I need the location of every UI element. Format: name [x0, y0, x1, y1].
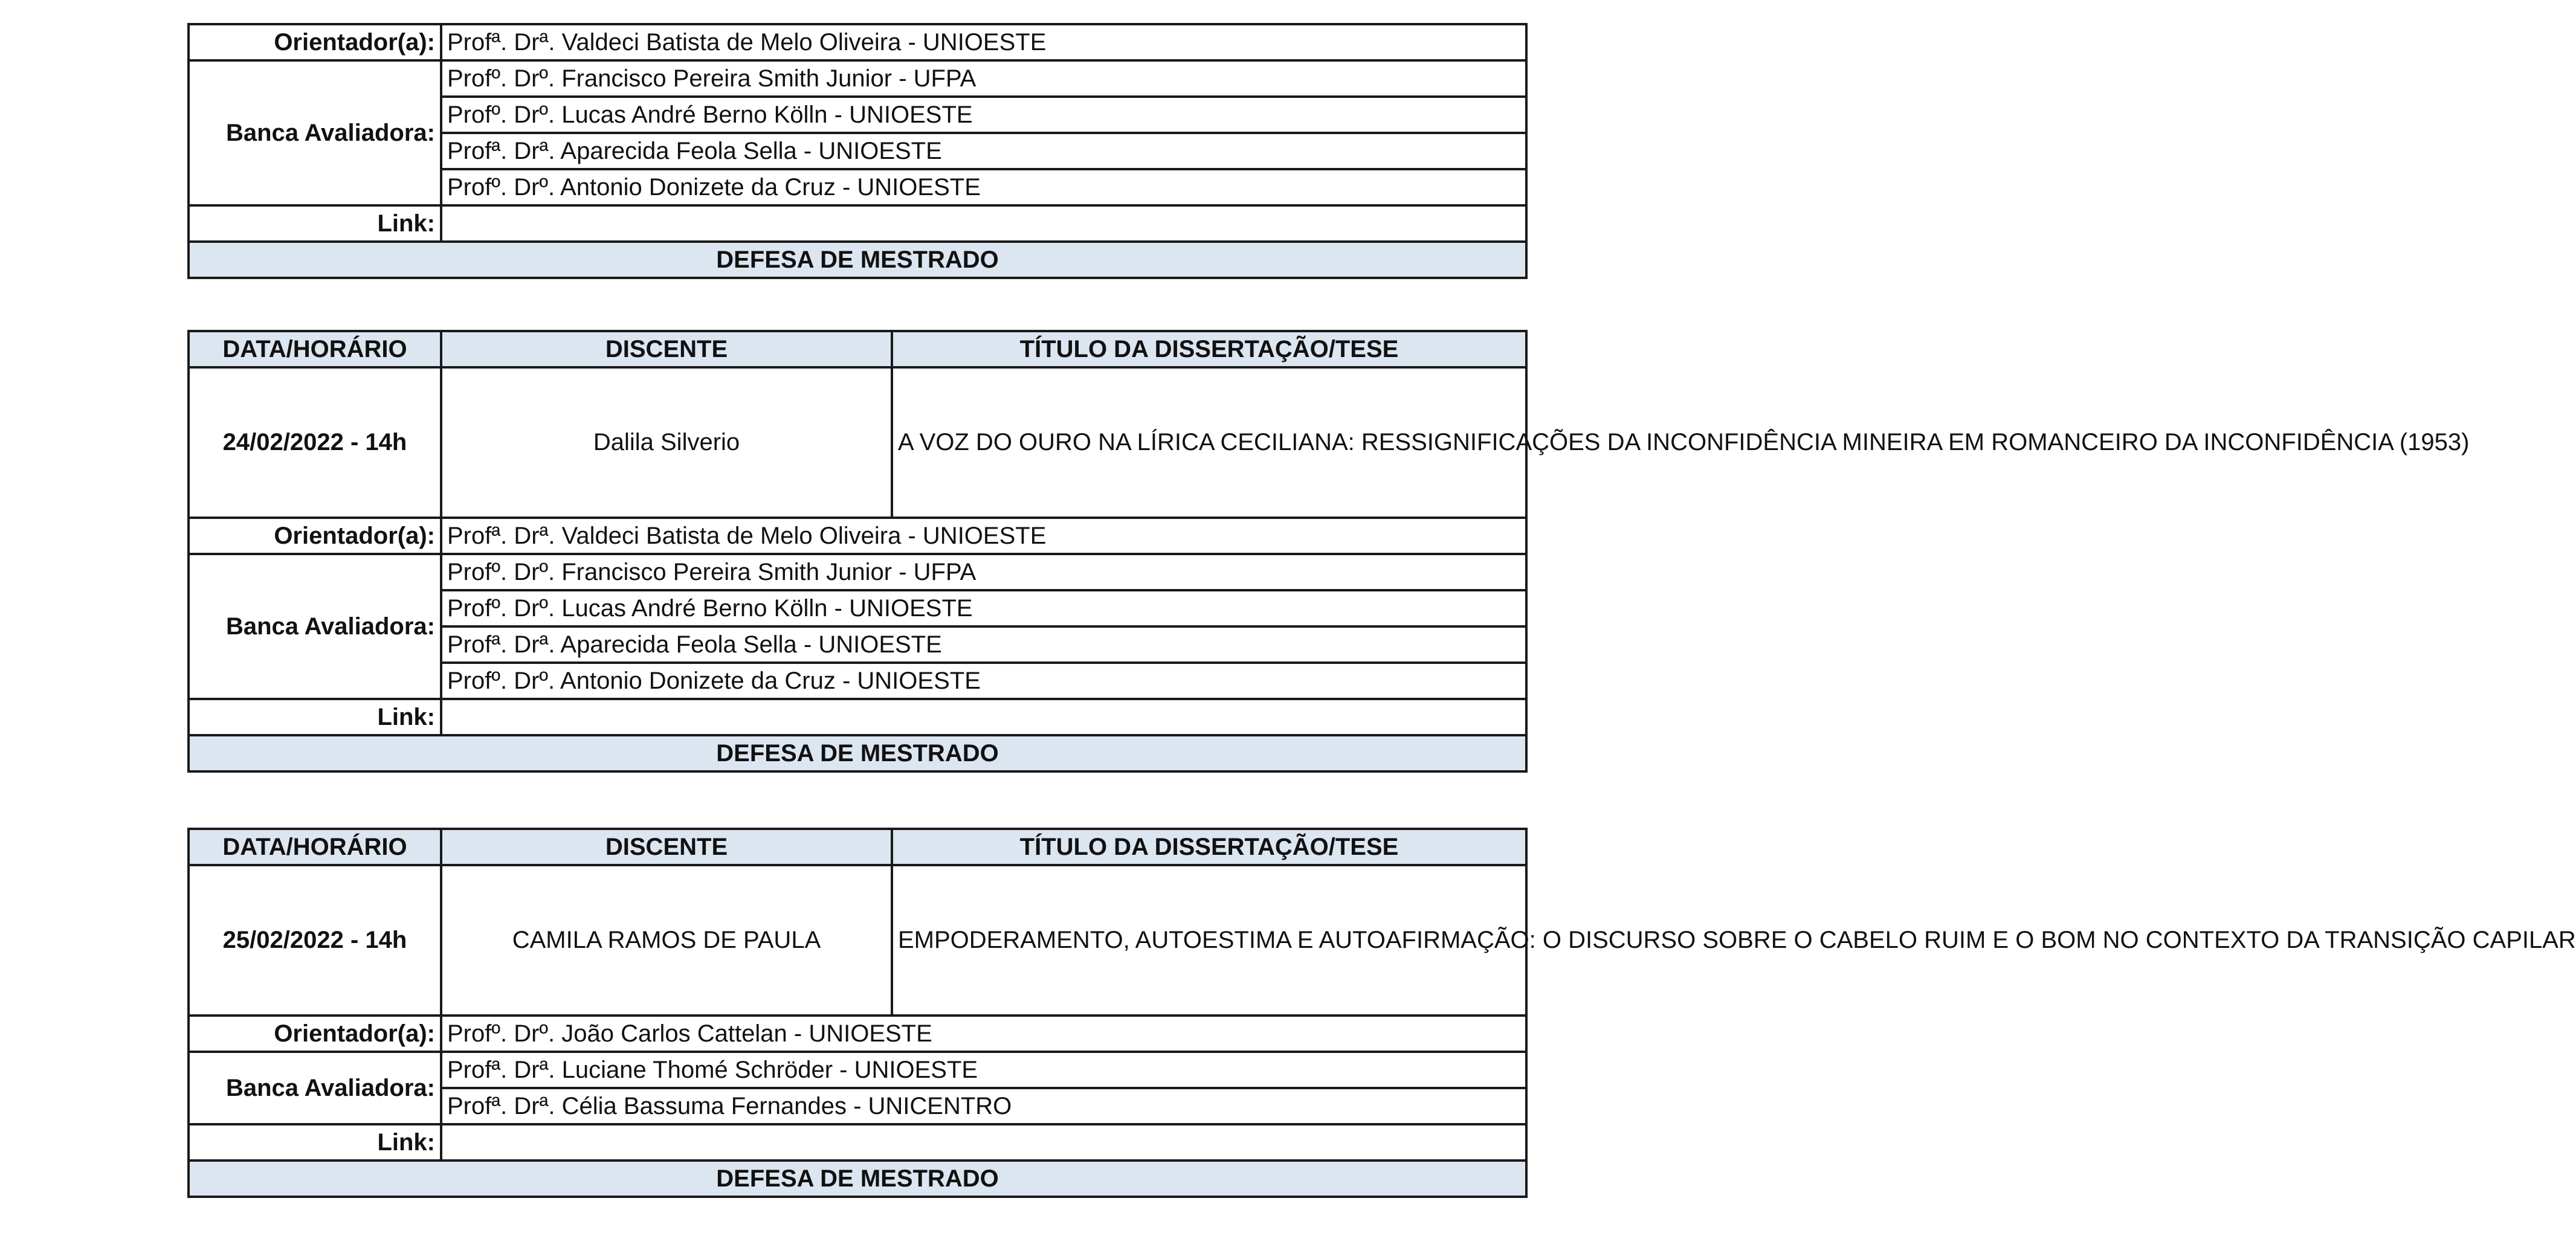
link-value: [441, 1124, 1526, 1161]
banca-member: Profª. Drª. Luciane Thomé Schröder - UNIOESTE: [441, 1052, 1526, 1088]
banca-label: Banca Avaliadora:: [189, 554, 441, 699]
link-label: Link:: [189, 205, 441, 242]
data-horario-value: 25/02/2022 - 14h: [189, 865, 441, 1016]
data-horario-value: 24/02/2022 - 14h: [189, 367, 441, 518]
defesa-section-header: DEFESA DE MESTRADO: [189, 242, 1526, 278]
orientador-label: Orientador(a):: [189, 518, 441, 554]
defense-table-2: [187, 828, 2576, 1198]
defesa-section-header: DEFESA DE MESTRADO: [189, 1161, 1526, 1197]
orientador-value: Profª. Drª. Valdeci Batista de Melo Oliveira - UNIOESTE: [441, 24, 1526, 60]
banca-label: Banca Avaliadora:: [189, 60, 441, 205]
orientador-label: Orientador(a):: [189, 24, 441, 60]
banca-member: Profª. Drª. Aparecida Feola Sella - UNIOESTE: [441, 133, 1526, 169]
discente-header: DISCENTE: [441, 829, 892, 865]
orientador-label: Orientador(a):: [189, 1016, 441, 1052]
orientador-value: Profº. Drº. João Carlos Cattelan - UNIOESTE: [441, 1016, 1526, 1052]
defense-table-1: [187, 330, 2470, 773]
titulo-value: A VOZ DO OURO NA LÍRICA CECILIANA: RESSIGNIFICAÇÕES DA INCONFIDÊNCIA MINEIRA EM ROMANCEIRO DA INCONFIDÊNCIA (1953): [892, 367, 1526, 518]
banca-member: Profº. Drº. Antonio Donizete da Cruz - UNIOESTE: [441, 663, 1526, 699]
defesa-section-header: DEFESA DE MESTRADO: [189, 735, 1526, 771]
banca-member: Profº. Drº. Lucas André Berno Kölln - UNIOESTE: [441, 590, 1526, 626]
link-value: [441, 205, 1526, 242]
data-horario-header: DATA/HORÁRIO: [189, 829, 441, 865]
orientador-value: Profª. Drª. Valdeci Batista de Melo Oliveira - UNIOESTE: [441, 518, 1526, 554]
discente-value: CAMILA RAMOS DE PAULA: [441, 865, 892, 1016]
banca-member: Profº. Drº. Lucas André Berno Kölln - UNIOESTE: [441, 97, 1526, 133]
discente-value: Dalila Silverio: [441, 367, 892, 518]
data-horario-header: DATA/HORÁRIO: [189, 331, 441, 367]
defense-table-0: [187, 23, 1528, 279]
banca-member: Profº. Drº. Francisco Pereira Smith Junior - UFPA: [441, 60, 1526, 97]
banca-member: Profº. Drº. Antonio Donizete da Cruz - UNIOESTE: [441, 169, 1526, 205]
banca-member: Profº. Drº. Francisco Pereira Smith Junior - UFPA: [441, 554, 1526, 590]
link-value: [441, 699, 1526, 735]
discente-header: DISCENTE: [441, 331, 892, 367]
titulo-header: TÍTULO DA DISSERTAÇÃO/TESE: [892, 829, 1526, 865]
titulo-header: TÍTULO DA DISSERTAÇÃO/TESE: [892, 331, 1526, 367]
link-label: Link:: [189, 1124, 441, 1161]
titulo-value: EMPODERAMENTO, AUTOESTIMA E AUTOAFIRMAÇÃO: O DISCURSO SOBRE O CABELO RUIM E O BOM NO CONTEXTO DA TRANSIÇÃO CAPILAR: [892, 865, 1526, 1016]
link-label: Link:: [189, 699, 441, 735]
banca-member: Profª. Drª. Célia Bassuma Fernandes - UNICENTRO: [441, 1088, 1526, 1124]
banca-label: Banca Avaliadora:: [189, 1052, 441, 1124]
banca-member: Profª. Drª. Aparecida Feola Sella - UNIOESTE: [441, 626, 1526, 663]
